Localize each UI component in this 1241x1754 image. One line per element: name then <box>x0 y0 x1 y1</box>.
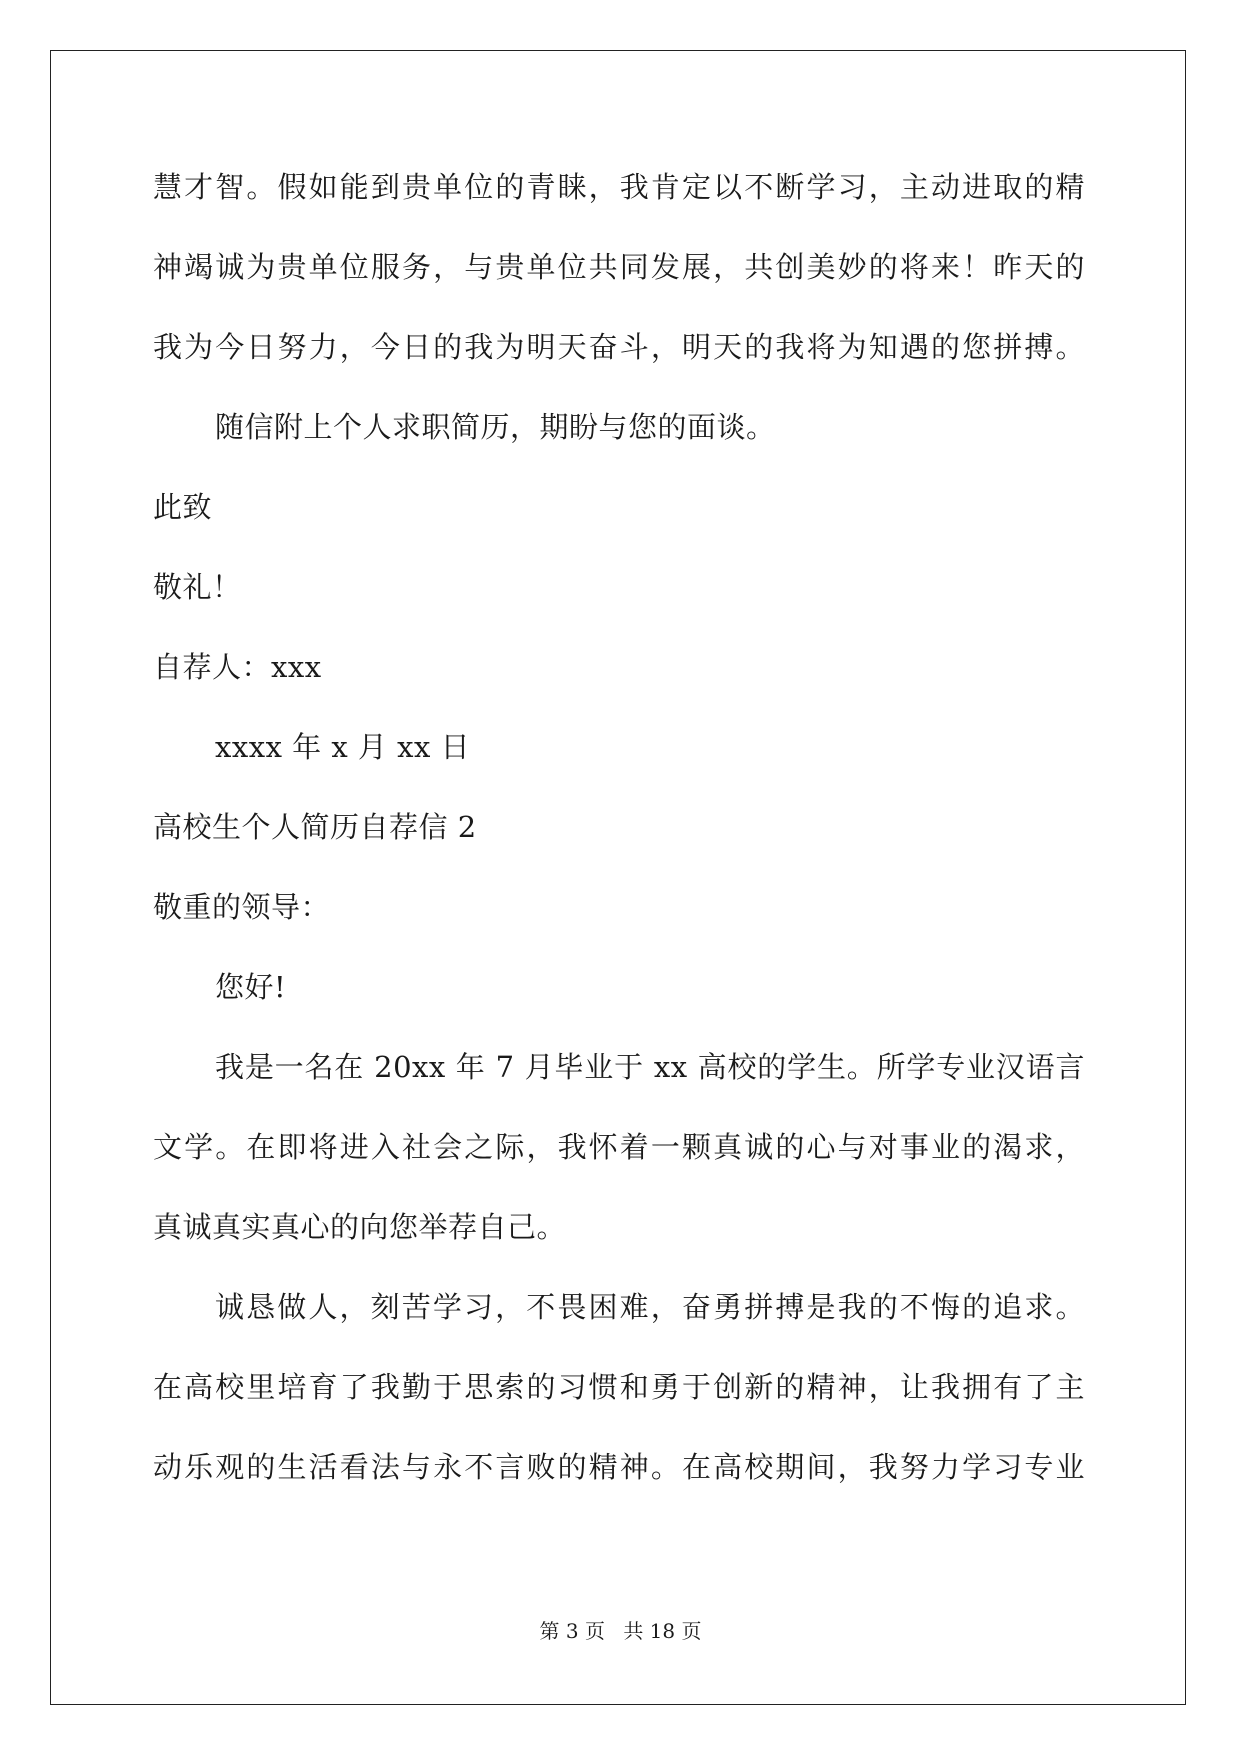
paragraph-line: 真诚真实真心的向您举荐自己。 <box>153 1210 567 1244</box>
paragraph-line: 神竭诚为贵单位服务，与贵单位共同发展，共创美妙的将来！昨天的 <box>153 250 1085 284</box>
closing-salutation: 此致 <box>153 490 213 524</box>
page-number: 第 3 页 <box>539 1619 605 1643</box>
paragraph-line: 动乐观的生活看法与永不言败的精神。在高校期间，我努力学习专业 <box>153 1450 1085 1484</box>
date-line: xxxx 年 x 月 xx 日 <box>215 730 471 764</box>
paragraph-line: 文学。在即将进入社会之际，我怀着一颗真诚的心与对事业的渴求， <box>153 1130 1085 1164</box>
paragraph-line: 慧才智。假如能到贵单位的青睐，我肯定以不断学习，主动进取的精 <box>153 170 1085 204</box>
section-title: 高校生个人简历自荐信 2 <box>153 810 477 844</box>
greeting: 您好! <box>215 970 287 1004</box>
paragraph-line: 诚恳做人，刻苦学习，不畏困难，奋勇拼搏是我的不悔的追求。 <box>215 1290 1085 1324</box>
paragraph-line: 随信附上个人求职简历，期盼与您的面谈。 <box>215 410 776 444</box>
paragraph-line: 我是一名在 20xx 年 7 月毕业于 xx 高校的学生。所学专业汉语言 <box>215 1050 1085 1084</box>
paragraph-line: 我为今日努力，今日的我为明天奋斗，明天的我将为知遇的您拼搏。 <box>153 330 1085 364</box>
page-footer <box>0 1619 1241 1643</box>
salutation: 敬重的领导： <box>153 890 331 924</box>
signature-line: 自荐人：xxx <box>153 650 322 684</box>
paragraph-line: 在高校里培育了我勤于思索的习惯和勇于创新的精神，让我拥有了主 <box>153 1370 1085 1404</box>
closing-regards: 敬礼！ <box>153 570 242 604</box>
page-total: 共 18 页 <box>623 1619 702 1643</box>
